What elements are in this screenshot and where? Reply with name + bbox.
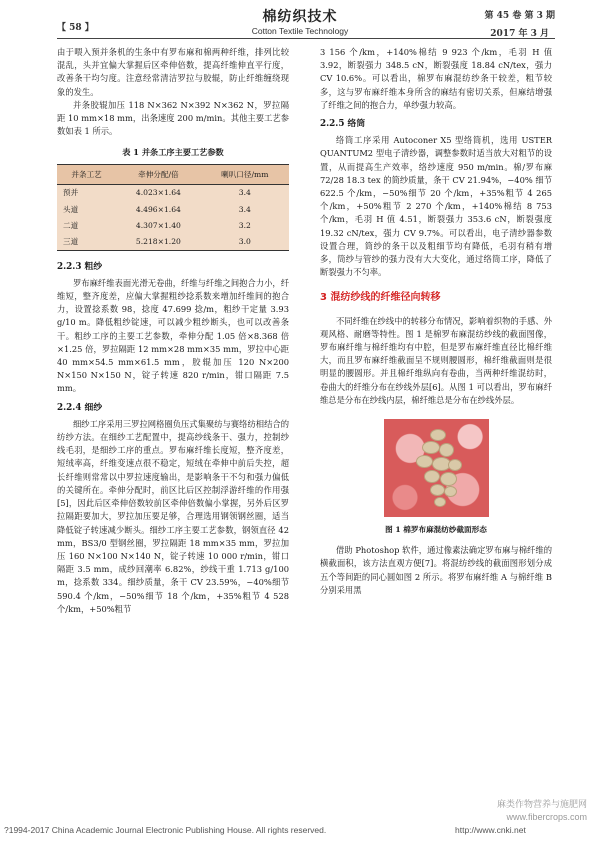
table-cell: 4.307×1.40: [135, 220, 181, 230]
table-row: [57, 184, 289, 201]
fiber-cross-section: [416, 455, 433, 468]
fiber-cross-section: [444, 486, 457, 497]
process-parameter-table: [57, 164, 289, 251]
header-rule: [57, 38, 555, 39]
volume-issue: 第 45 卷 第 3 期: [484, 11, 555, 21]
table-cell: 5.218×1.20: [116, 233, 200, 250]
table-caption: 表 1 并条工序主要工艺参数: [122, 147, 224, 158]
paragraph: 罗布麻纤维表面光滑无卷曲，纤维与纤维之间抱合力小，纤维短，整齐度差，应偏大掌握粗纱捻系数来增加纤维间的抱合力，设置捻系数 98，捻度 47.699 捻/m，粗纱干定量 3.93 g/10 m。降低粗纱锭速，可以减少粗纱断头，也可以改善条干。粗纱工序的主要工艺参数，牵伸分配 1.05 倍×8.368 倍×1.25 倍，罗拉隔距 12 mm×28 mm×35 mm，罗拉中心距 40 mm×54.5 mm×61.5 mm，胶辊加压 120 N×200 N×150 N×150 N，锭子转速 820 r/min，钳口隔距 7.5 mm。: [57, 277, 289, 394]
watermark-line: www.fibercrops.com: [506, 812, 587, 822]
fiber-cross-section: [440, 472, 457, 486]
table-header: 喇叭口径/mm: [201, 164, 289, 184]
table-header: 并条工艺: [57, 164, 116, 184]
journal-english-title: Cotton Textile Technology: [251, 26, 349, 36]
paragraph: 细纱工序采用三罗拉网格圈负压式集聚纺与赛络纺相结合的纺纱方法。在细纱工艺配置中，提高纱线条干、强力，控制纱线毛羽，是细纱工序的重点。罗布麻纤维长度短，整齐度差，短绒率高，纤维变速点很不稳定，短绒在牵伸中前后失控，超长纤维则常常以中罗拉速度输出，是影响条干不匀和强力偏低的关键所在。牵伸分配时，前区比后区控制浮游纤维的作用强[5]，因此后区牵伸倍数较前区牵伸倍数偏小掌握，另外后区罗拉隔距要加大，罗拉加压要足够，合理选用钢领钢丝圈，适当降低锭子转速减少断头。细纱工序主要工艺参数，钢领直径 42 mm，BS3/0 型钢丝圈，罗拉隔距 18 mm×35 mm，罗拉加压 160 N×100 N×140 N，锭子转速 10 000 r/min，钳口隔距 3.5 mm，成纱回潮率 6.82%，纱线干重 1.713 g/100 m，捻系数 334。细纱质量，条干 CV 23.59%，−40%细节 590.4 个/km，−50%细节 18 个/km，+35%粗节 4 528 个/km，+50%粗节: [57, 418, 289, 614]
table-row: [57, 217, 289, 233]
table-cell: 3.4: [238, 204, 251, 214]
table-cell: 4.496×1.64: [135, 204, 181, 214]
table-row: [57, 233, 289, 250]
table-cell: 头道: [63, 204, 79, 214]
fiber-cross-section: [430, 429, 446, 441]
right-column: [320, 46, 552, 597]
fiber-cross-section: [439, 443, 454, 457]
paragraph: 由于喂入预并条机的生条中有罗布麻和棉两种纤维，排列比较混乱，头并宜偏大掌握后区牵伸倍数，提高纤维伸直平行度，改善条干均匀度。注意经常清洁罗拉与胶辊，防止纤维缠绕现象的发生。: [57, 47, 289, 97]
table-cell: 三道: [57, 233, 116, 250]
table-cell: 3.4: [238, 188, 251, 198]
figure-caption: 图 1 棉罗布麻混纺纱截面形态: [385, 525, 487, 535]
table-cell: 3.0: [201, 233, 289, 250]
yarn-cross-section-image: [384, 419, 489, 517]
table-row: [57, 201, 289, 217]
paragraph: 并条胶辊加压 118 N×362 N×392 N×362 N，罗拉隔距 10 mm×18 mm，出条速度 200 m/min。其他主要工艺参数如表 1 所示。: [57, 99, 289, 137]
watermark-line: 麻类作物营养与施肥网: [496, 799, 587, 809]
paragraph: 借助 Photoshop 软件，通过像素法确定罗布麻与棉纤维的横截面积，该方法直观方便[7]。将混纺纱线的截面图形划分成五个等间距的同心圆如图 2 所示。将罗布麻纤维 A 与棉纤维 B 分别采用黑: [320, 545, 552, 595]
section-heading: 2.2.5 络筒: [320, 119, 366, 130]
table-cell: 3.2: [238, 220, 251, 230]
table-header: 牵伸分配/倍: [116, 164, 200, 184]
paragraph: 络筒工序采用 Autoconer X5 型络筒机，选用 USTER QUANTUM2 型电子清纱器，调整参数时适当放大对粗节的设置，从而提高生产效率，络纱速度 950 m/min。棉/罗布麻 72/28 18.3 tex 的简纱质量，条干 CV 21.94%，−40% 细节 622.5 个/km，−50%细节 20 个/km，+35%粗节 4 265 个/km，+50%粗节 2 270 个/km，+140%棉结 8 753 个/km，毛羽 H 值 4.51，断裂强力 353.6 cN，断裂强度 19.32 cN/tex，强力 CV 9.7%。可以看出，电子清纱器参数设置合理，筒纱的条干以及粗细节均有降低，毛羽有稍有增多，筒纱与管纱的强力没有大大变化，通过络筒工序，降低了断裂强力不匀率。: [320, 135, 552, 278]
paragraph: 不同纤维在纱线中的转移分布情况，影响着织物的手感、外观风格、耐磨等特性。图 1 是棉罗布麻混纺纱线的截面图像，罗布麻纤维与棉纤维均有中腔，但是罗布麻纤维直径比棉纤维大，而且罗布麻纤维截面呈不规则腰圆形，棉纤维截面则是很明显的腰圆形。并且棉纤维纵向有卷曲，当两种纤维混纺时，卷曲大的纤维分布在纱线外层[6]。从图 1 可以看出，罗布麻纤维总是分布在纱线内层，棉纤维总是分布在纱线外层。: [320, 315, 552, 405]
fiber-cross-section: [430, 484, 445, 496]
copyright-notice: ?1994-2017 China Academic Journal Electronic Publishing House. All rights reserved.: [4, 825, 327, 835]
fiber-cross-section: [424, 470, 440, 483]
fiber-cross-section: [448, 459, 462, 471]
page-number: 【 58 】: [57, 23, 94, 33]
section-heading: 3 混纺纱线的纤维径向转移: [320, 292, 441, 304]
footer-link[interactable]: http://www.cnki.net: [455, 825, 526, 835]
table-cell: 4.023×1.64: [135, 188, 181, 198]
section-heading: 2.2.3 粗纱: [57, 261, 103, 272]
left-column: [57, 46, 289, 616]
journal-title: 棉纺织技术: [262, 9, 338, 25]
fiber-cross-section: [422, 441, 440, 454]
table-cell: 预并: [63, 188, 79, 198]
fiber-cross-section: [434, 497, 446, 507]
table-cell: 二道: [63, 220, 79, 230]
watermark: [497, 798, 587, 824]
section-heading: 2.2.4 细纱: [57, 402, 103, 413]
paragraph: 3 156 个/km，+140%棉结 9 923 个/km，毛羽 H 值 3.92，断裂强力 348.5 cN，断裂强度 18.84 cN/tex，强力 CV 10.6%。可以看出，棉罗布麻混纺纱条干较差，粗节较多，这与罗布麻纤维本身所含的麻结有密切关系，但麻结增强了纤维之间的抱合力，单纱强力较高。: [320, 47, 552, 110]
issue-date: 2017 年 3 月: [490, 29, 549, 39]
